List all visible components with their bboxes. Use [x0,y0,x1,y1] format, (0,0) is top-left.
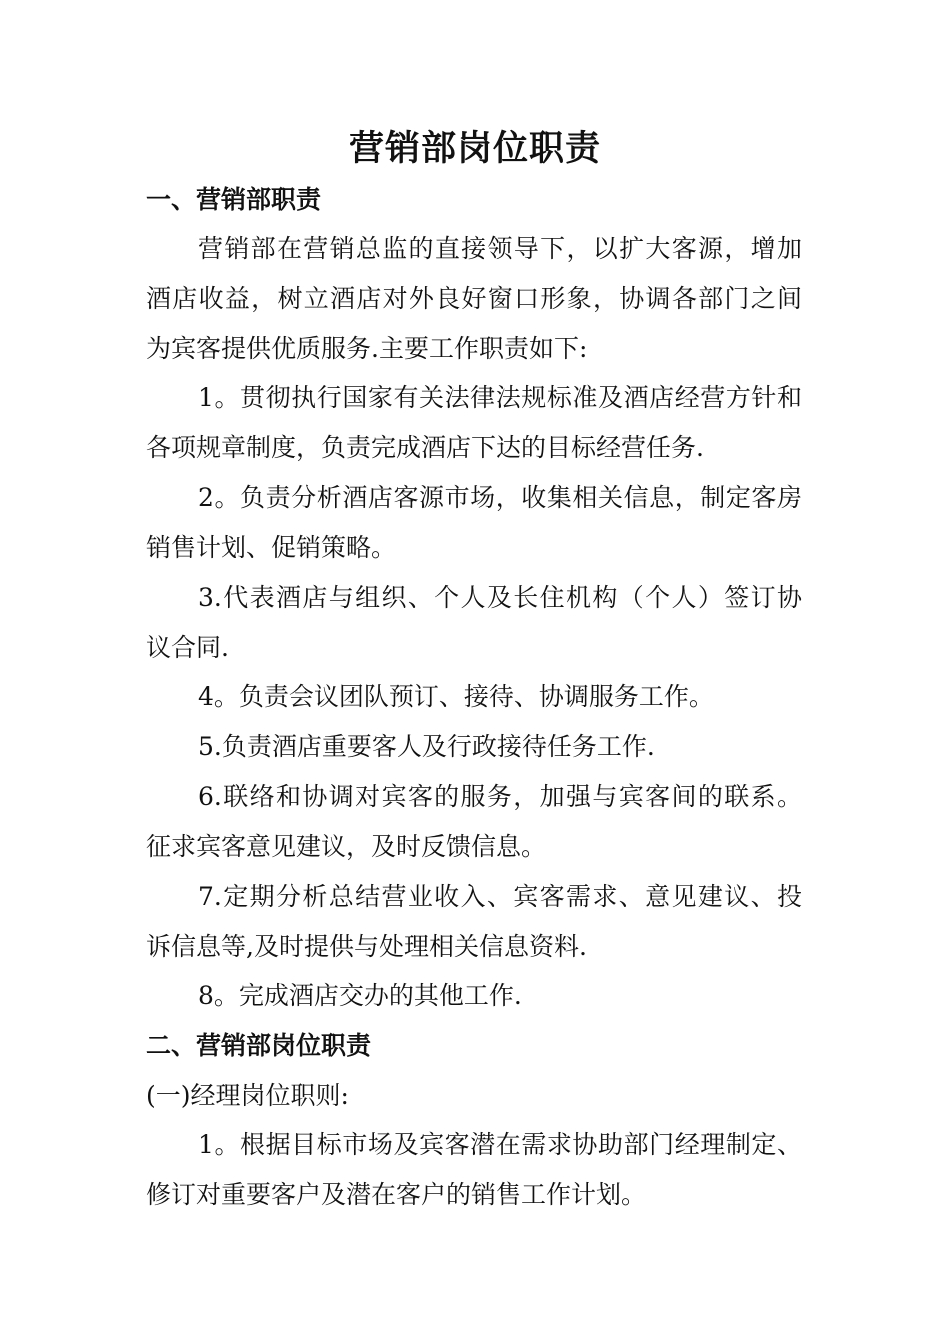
duty-item-1-line-1: 1。贯彻执行国家有关法律法规标准及酒店经营方针和 [198,383,802,412]
document-title: 营销部岗位职责 [348,128,601,169]
duty-item-6-line-1: 6.联络和协调对宾客的服务，加强与宾客间的联系。 [198,782,802,811]
duty-item-1-line-2: 各项规章制度，负责完成酒店下达的目标经营任务. [146,433,704,462]
duty-item-7-line-2: 诉信息等,及时提供与处理相关信息资料. [146,932,587,961]
duty-item-8-line-1: 8。完成酒店交办的其他工作. [198,981,522,1010]
manager-item-1-line-2: 修订对重要客户及潜在客户的销售工作计划。 [146,1180,647,1209]
duty-item-7-line-1: 7.定期分析总结营业收入、宾客需求、意见建议、投 [198,882,802,911]
duty-item-3-line-1: 3.代表酒店与组织、个人及长住机构（个人）签订协 [198,583,802,612]
subheading-manager-duties: (一)经理岗位职则: [146,1081,349,1110]
intro-line-2: 酒店收益，树立酒店对外良好窗口形象，协调各部门之间 [146,284,802,313]
duty-item-3-line-2: 议合同. [146,633,229,662]
intro-line-1: 营销部在营销总监的直接领导下，以扩大客源，增加 [198,234,802,263]
section-heading-2: 二、营销部岗位职责 [146,1031,372,1060]
duty-item-5-line-1: 5.负责酒店重要客人及行政接待任务工作. [198,732,655,761]
duty-item-6-line-2: 征求宾客意见建议，及时反馈信息。 [146,832,547,861]
manager-item-1-line-1: 1。根据目标市场及宾客潜在需求协助部门经理制定、 [198,1130,802,1159]
section-heading-1: 一、营销部职责 [146,185,322,214]
duty-item-4-line-1: 4。负责会议团队预订、接待、协调服务工作。 [198,682,714,711]
intro-line-3: 为宾客提供优质服务.主要工作职责如下: [146,334,588,363]
duty-item-2-line-1: 2。负责分析酒店客源市场，收集相关信息，制定客房 [198,483,802,512]
duty-item-2-line-2: 销售计划、促销策略。 [146,533,397,562]
